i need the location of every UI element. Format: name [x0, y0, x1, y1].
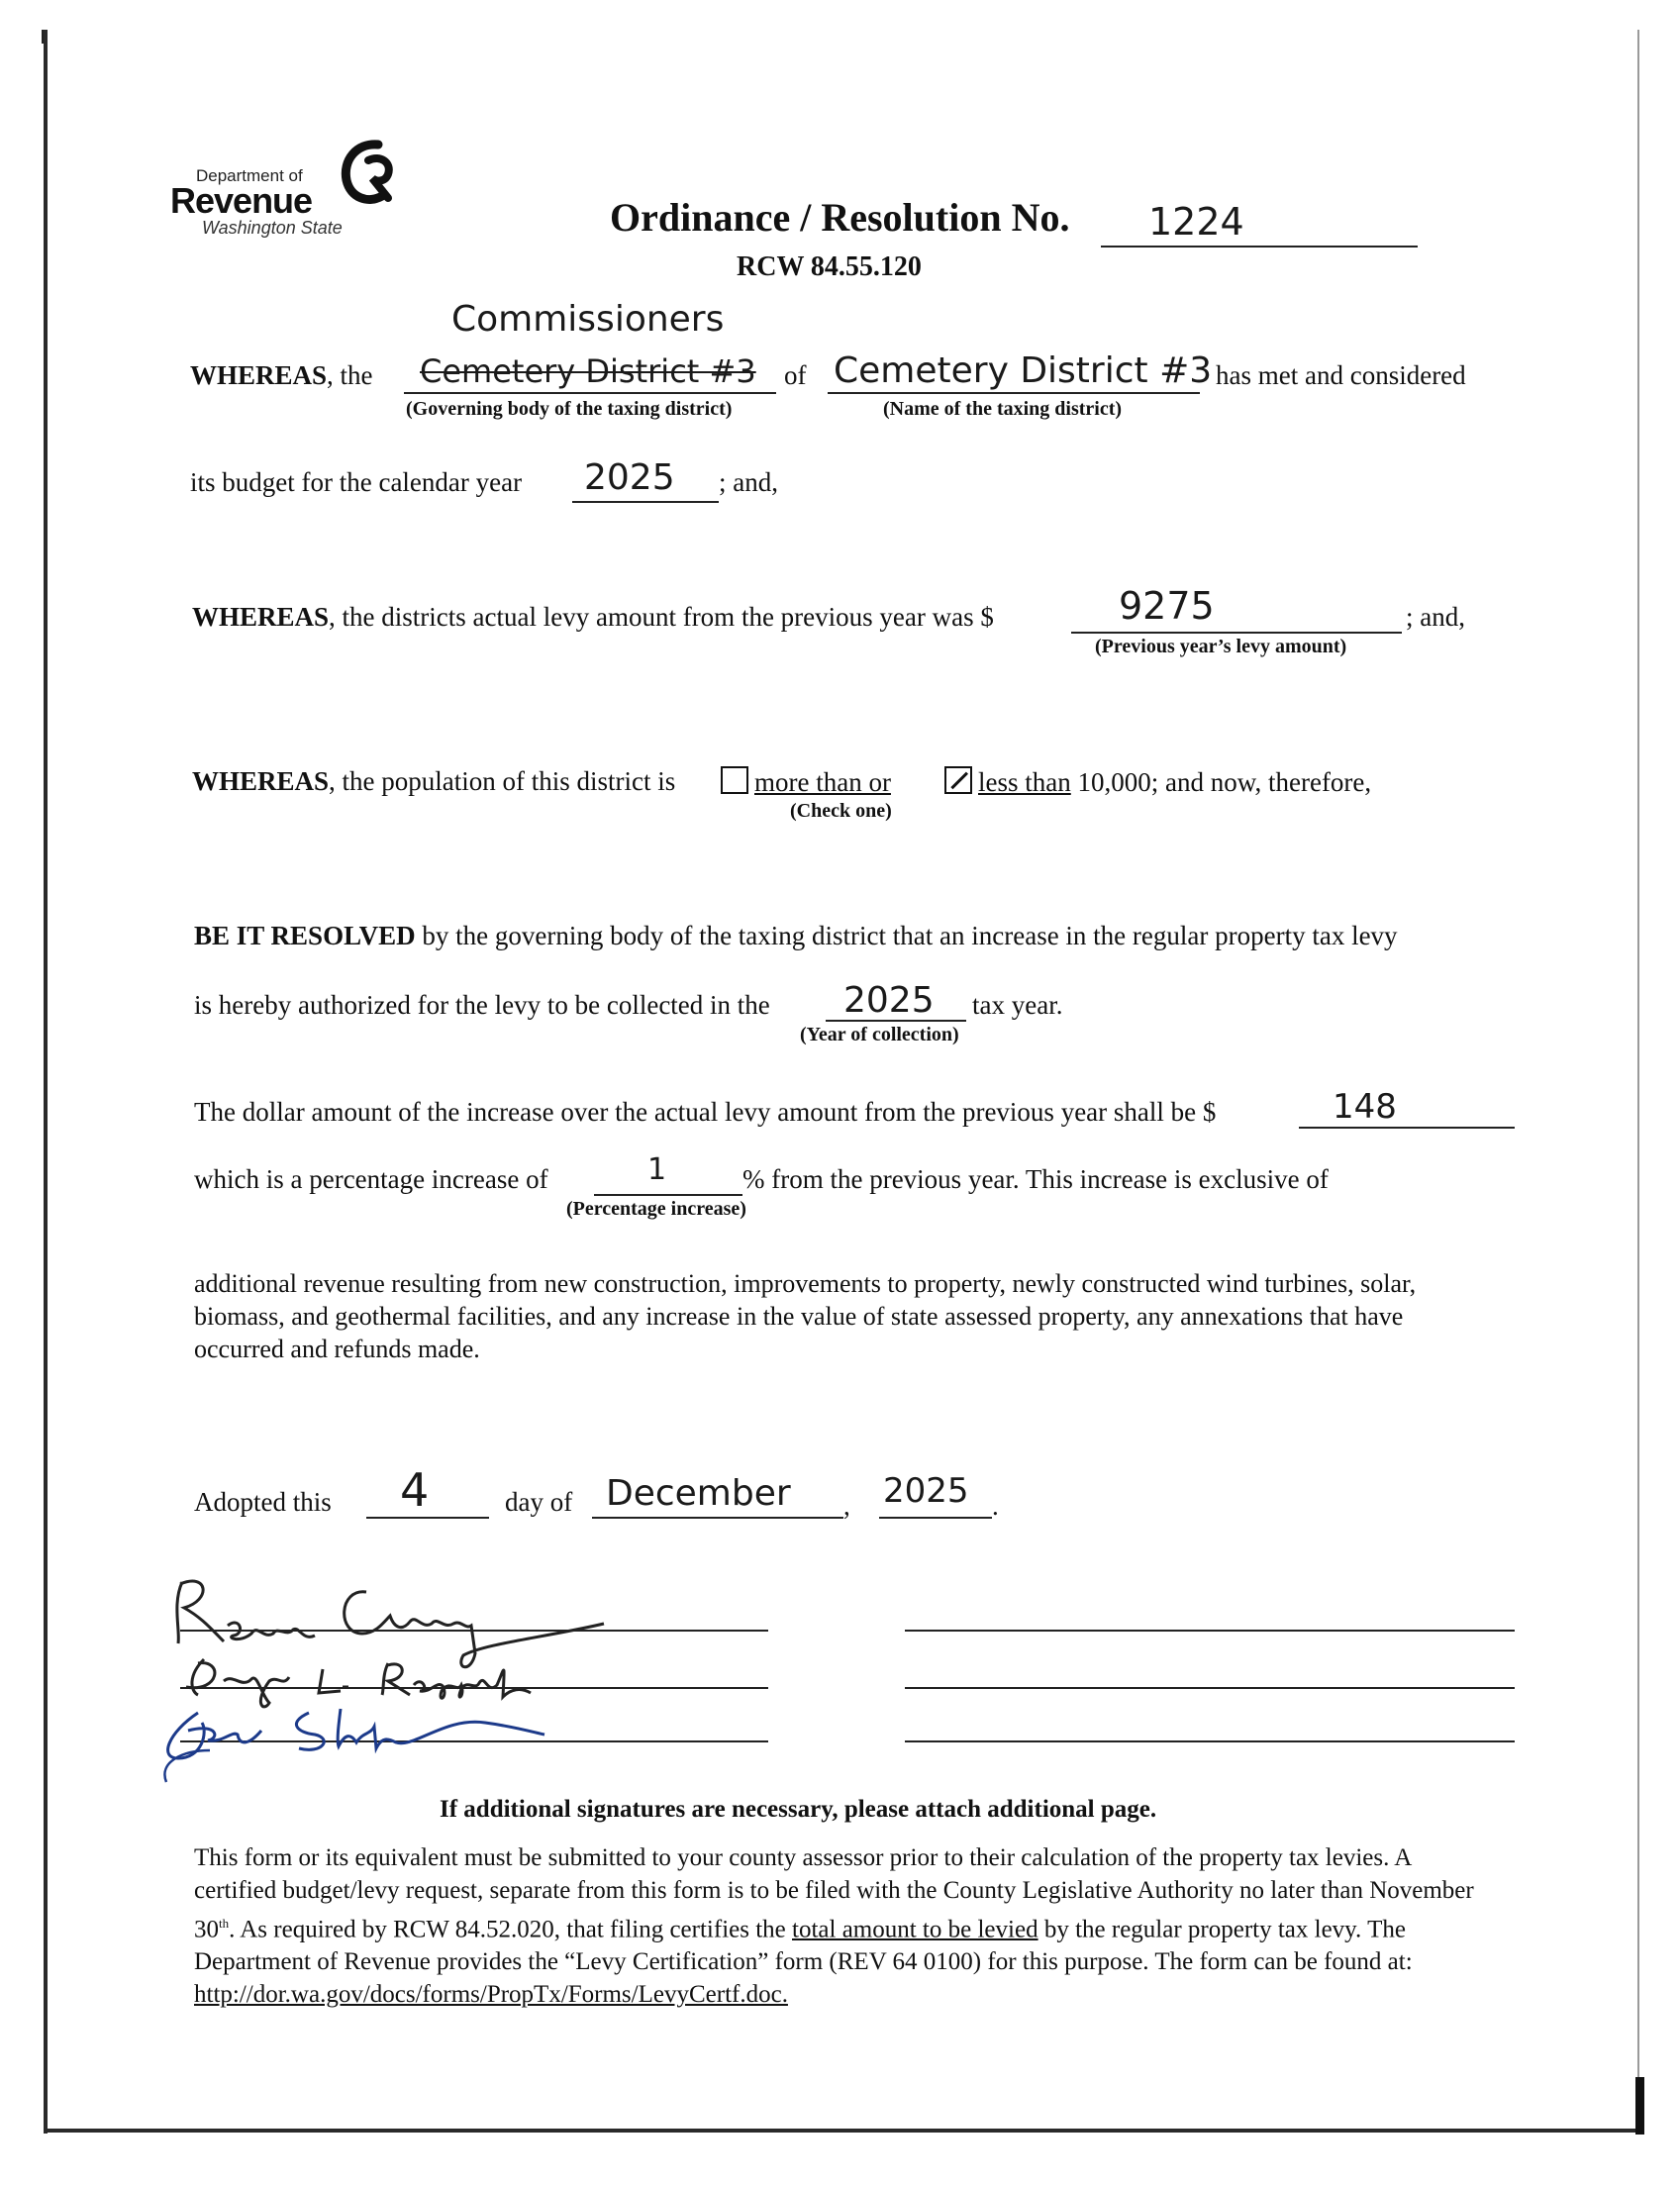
adopted-year-line — [879, 1517, 992, 1519]
handwritten-signatures — [129, 1564, 643, 1792]
adopted-day-of: day of — [505, 1487, 573, 1517]
adopted-label: Adopted this — [194, 1487, 332, 1517]
footer-sup: th — [219, 1916, 230, 1931]
population-option-more[interactable] — [721, 766, 891, 798]
budget-text: its budget for the calendar year — [190, 467, 523, 497]
more-than-label: more than or — [754, 767, 891, 797]
collection-year-caption: (Year of collection) — [800, 1024, 959, 1045]
governing-body-struck: Cemetery District #3 — [420, 352, 756, 390]
collection-year-line — [826, 1020, 966, 1022]
scan-border-right — [1637, 30, 1639, 2129]
more-than-checkbox[interactable] — [721, 766, 748, 794]
governing-body-line — [404, 392, 776, 394]
pct-increase-caption: (Percentage increase) — [566, 1198, 746, 1220]
resolved-line2-tail: tax year. — [972, 990, 1063, 1020]
whereas3-tail: 10,000; and now, therefore, — [1077, 767, 1372, 797]
scan-border-bottom — [44, 2129, 1637, 2133]
exclusion-paragraph: additional revenue resulting from new construction, improvements to property, newly constructed wind turbines, solar, biomass, and geothermal facilities, and any increase in the value of state assessed property, any annexations that have occurred and refunds made. — [194, 1269, 1417, 1363]
signature-line-4 — [905, 1630, 1515, 1632]
footer-p1: This form or its equivalent must be submitted to your county assessor prior to their calculation of the property tax levies. A certified budget/levy request, separate from this form is to be filed with the County Legislative Authority no later than November 30 — [194, 1844, 1474, 1943]
pct-increase-tail: % from the previous year. This increase is exclusive of — [742, 1164, 1329, 1194]
whereas3-body: , the population of this district is — [329, 766, 676, 796]
whereas1-lead: WHEREAS — [190, 360, 328, 390]
previous-levy-amount: 9275 — [1119, 584, 1215, 628]
adopted-day-line — [366, 1517, 489, 1519]
logo-state-text: Washington State — [202, 218, 343, 238]
whereas1-prefix — [190, 360, 373, 391]
whereas3-lead: WHEREAS — [192, 766, 330, 796]
footer-underlined: total amount to be levied — [792, 1916, 1038, 1943]
less-than-checkbox[interactable] — [944, 766, 972, 794]
dor-logo — [168, 139, 406, 248]
adopted-year: 2025 — [883, 1471, 969, 1511]
footer-instructions — [194, 1841, 1481, 2011]
signature-line-6 — [905, 1740, 1515, 1742]
whereas1-the: , the — [327, 360, 373, 390]
less-than-label: less than — [978, 767, 1071, 797]
resolved-body: by the governing body of the taxing district that an increase in the regular property tax levy — [415, 921, 1398, 950]
scan-border-left — [44, 30, 48, 2134]
resolution-number-line — [1101, 246, 1418, 248]
adopted-month: December — [606, 1473, 791, 1514]
additional-signatures-notice: If additional signatures are necessary, please attach additional page. — [440, 1796, 1157, 1823]
adopted-comma: , — [843, 1491, 850, 1521]
dollar-increase-text: The dollar amount of the increase over the actual levy amount from the previous year shall be $ — [194, 1097, 1217, 1127]
scan-corner-mark — [1635, 2077, 1644, 2135]
district-name-line — [828, 392, 1200, 394]
whereas3-text — [192, 766, 675, 797]
collection-year: 2025 — [843, 980, 935, 1021]
logo-department-text: Department of — [196, 166, 303, 185]
governing-body-handwritten: Commissioners — [451, 299, 725, 340]
check-one-caption: (Check one) — [790, 800, 892, 822]
rcw-subtitle: RCW 84.55.120 — [737, 251, 922, 282]
whereas2-lead: WHEREAS — [192, 602, 330, 632]
budget-year-line — [572, 501, 719, 503]
resolved-lead: BE IT RESOLVED — [194, 921, 416, 950]
population-option-less[interactable] — [944, 766, 1371, 798]
levy-certification-link[interactable]: http://dor.wa.gov/docs/forms/PropTx/Forms/LevyCertf.doc. — [194, 1981, 788, 2009]
resolved-line2: is hereby authorized for the levy to be collected in the — [194, 990, 770, 1020]
page-title: Ordinance / Resolution No. — [610, 195, 1070, 240]
adopted-day: 4 — [400, 1463, 430, 1517]
adopted-period: . — [992, 1491, 999, 1521]
footer-p3: by the regular property tax levy. The Department of Revenue provides the “Levy Certification” form (REV 64 0100) for this purpose. The form can be found at: — [194, 1916, 1413, 1976]
logo-revenue-text: Revenue — [170, 180, 313, 221]
adopted-month-line — [592, 1517, 843, 1519]
dollar-increase-amount: 148 — [1333, 1087, 1397, 1127]
budget-year: 2025 — [584, 457, 675, 498]
pct-increase-value: 1 — [647, 1152, 667, 1187]
whereas2-text — [192, 602, 994, 633]
whereas1-tail: has met and considered — [1216, 360, 1466, 390]
previous-levy-line — [1071, 632, 1402, 634]
governing-body-caption: (Governing body of the taxing district) — [406, 398, 733, 420]
pct-increase-line — [594, 1194, 742, 1196]
revenue-swirl-icon — [339, 139, 400, 208]
dollar-increase-line — [1299, 1127, 1515, 1129]
whereas2-body: , the districts actual levy amount from the previous year was $ — [329, 602, 994, 632]
resolution-number: 1224 — [1148, 200, 1244, 244]
signature-line-5 — [905, 1687, 1515, 1689]
budget-tail: ; and, — [719, 467, 778, 497]
footer-p2: . As required by RCW 84.52.020, that filing certifies the — [229, 1916, 793, 1943]
district-name: Cemetery District #3 — [834, 350, 1213, 391]
previous-levy-caption: (Previous year’s levy amount) — [1095, 636, 1347, 657]
whereas2-tail: ; and, — [1406, 602, 1465, 632]
pct-increase-text: which is a percentage increase of — [194, 1164, 548, 1194]
resolved-text — [194, 921, 1398, 951]
whereas1-of: of — [784, 360, 807, 390]
district-name-caption: (Name of the taxing district) — [883, 398, 1123, 420]
